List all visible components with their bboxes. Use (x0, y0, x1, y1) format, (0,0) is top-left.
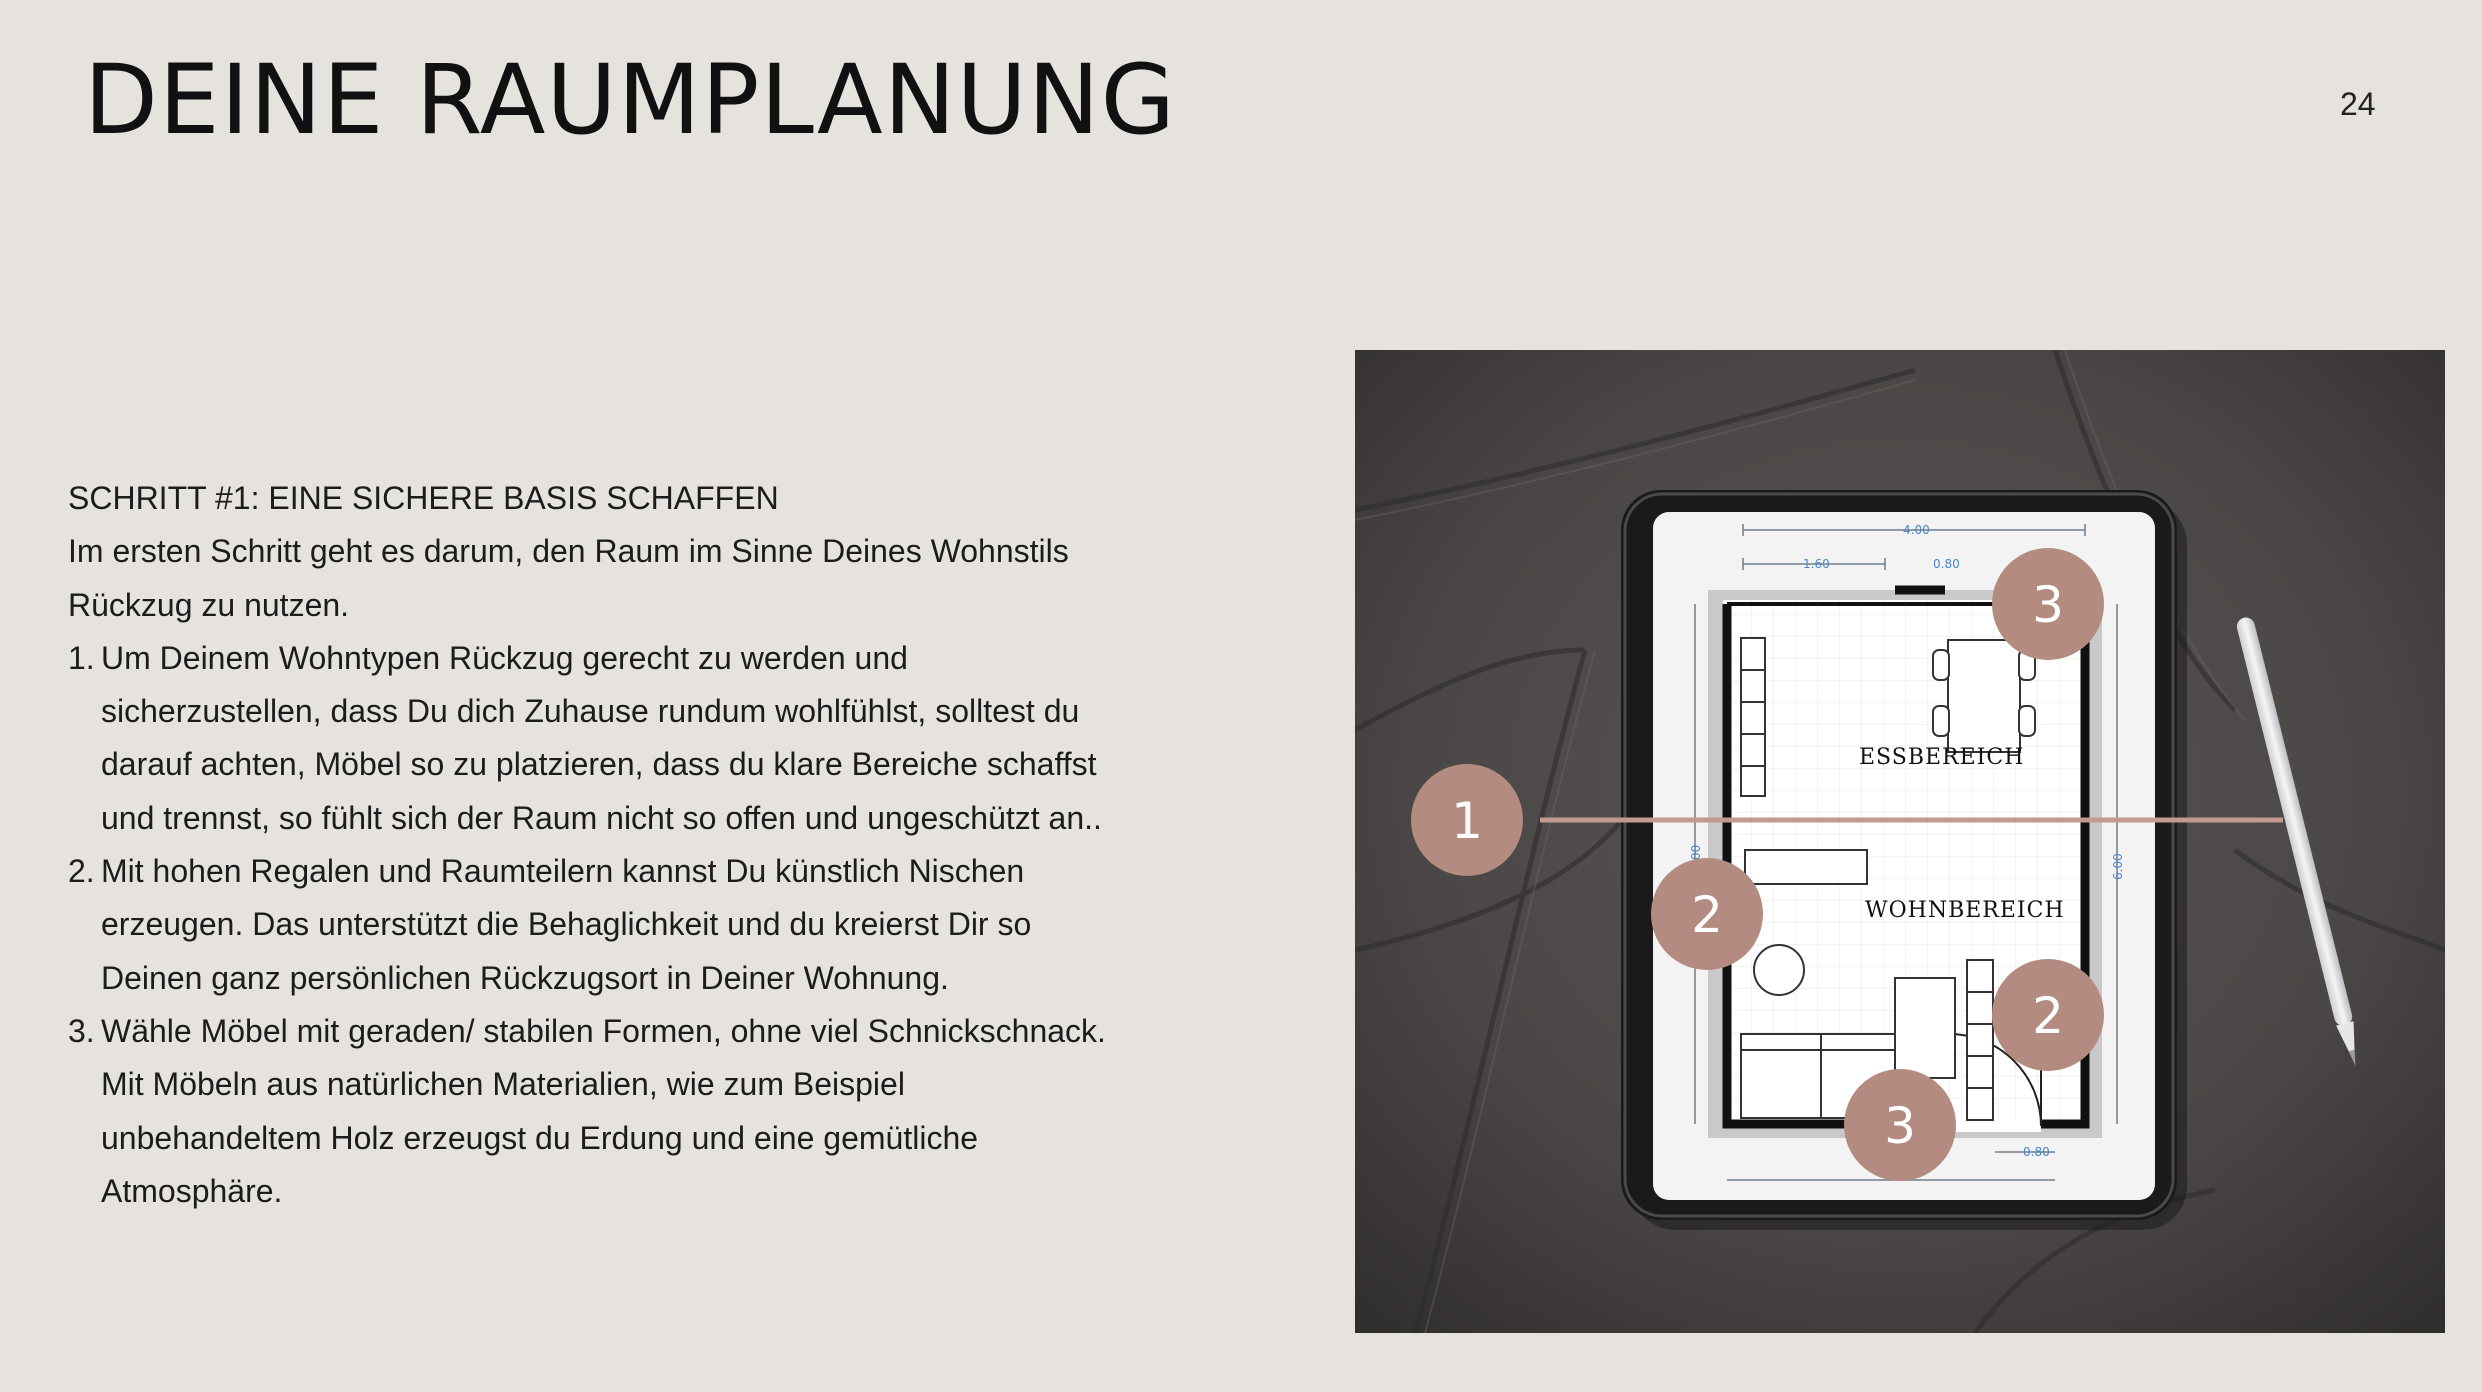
list-item-text: Um Deinem Wohntypen Rückzug gerecht zu werden und sicherzustellen, dass Du dich Zuhause rundum wohlfühlst, solltest du darauf achten, Möbel so zu platzieren, dass du klare Bereiche schaffst und trennst, so fühlt sich der Raum nicht so offen und ungeschützt an.. (101, 639, 1102, 836)
list-item-text: Wähle Möbel mit geraden/ stabilen Formen, ohne viel Schnickschnack. Mit Möbeln aus natürlichen Materialien, wie zum Beispiel unbehandeltem Holz erzeugst du Erdung und eine gemütliche Atmosphäre. (101, 1012, 1106, 1209)
dim-top-right: 0.80 (1933, 557, 1960, 571)
dim-bottom-right: 0.80 (2023, 1145, 2050, 1159)
marker-3-bottom (1844, 1069, 1956, 1181)
floorplan-illustration (1355, 350, 2445, 1333)
shelf-right (1967, 960, 1993, 1120)
step-heading: SCHRITT #1: EINE SICHERE BASIS SCHAFFEN (68, 480, 779, 516)
page-number: 24 (2340, 86, 2376, 122)
list-item (68, 632, 1128, 845)
tips-list (68, 632, 1128, 1218)
list-item-number: 3. (68, 1012, 95, 1049)
sideboard (1745, 850, 1867, 884)
svg-text:3: 3 (1884, 1097, 1916, 1155)
list-item-text: Mit hohen Regalen und Raumteilern kannst Du künstlich Nischen erzeugen. Das unterstützt die Behaglichkeit und du kreierst Dir so Deinen ganz persönlichen Rückzugsort in Deiner Wohnung. (101, 853, 1032, 996)
floorplan-photo (1355, 350, 2445, 1333)
dim-top-width: 4.00 (1903, 523, 1930, 537)
dim-right-height: 6.00 (2111, 853, 2125, 880)
list-item (68, 1005, 1128, 1218)
list-item (68, 845, 1128, 1005)
svg-text:1: 1 (1451, 792, 1483, 850)
marker-3-top (1992, 548, 2104, 660)
svg-text:2: 2 (1691, 886, 1723, 944)
list-item-number: 1. (68, 639, 95, 676)
area-label-living: WOHNBEREICH (1865, 898, 2065, 923)
dim-left-height: 00 (1689, 844, 1703, 860)
marker-1 (1411, 764, 1523, 876)
svg-text:2: 2 (2032, 987, 2064, 1045)
svg-text:3: 3 (2032, 576, 2064, 634)
marker-2-right (1992, 959, 2104, 1071)
text-content (68, 472, 1128, 1218)
dining-table (1948, 640, 2020, 752)
intro-paragraph: Im ersten Schritt geht es darum, den Raum im Sinne Deines Wohnstils Rückzug zu nutzen. (68, 533, 1069, 623)
dim-top-left: 1.60 (1803, 557, 1830, 571)
armchair (1895, 978, 1955, 1078)
shelf-left (1741, 638, 1765, 796)
page-title: DEINE RAUMPLANUNG (84, 44, 1176, 156)
round-side-table (1754, 945, 1804, 995)
marker-2-left (1651, 858, 1763, 970)
area-label-dining: ESSBEREICH (1859, 745, 2025, 770)
list-item-number: 2. (68, 853, 95, 890)
